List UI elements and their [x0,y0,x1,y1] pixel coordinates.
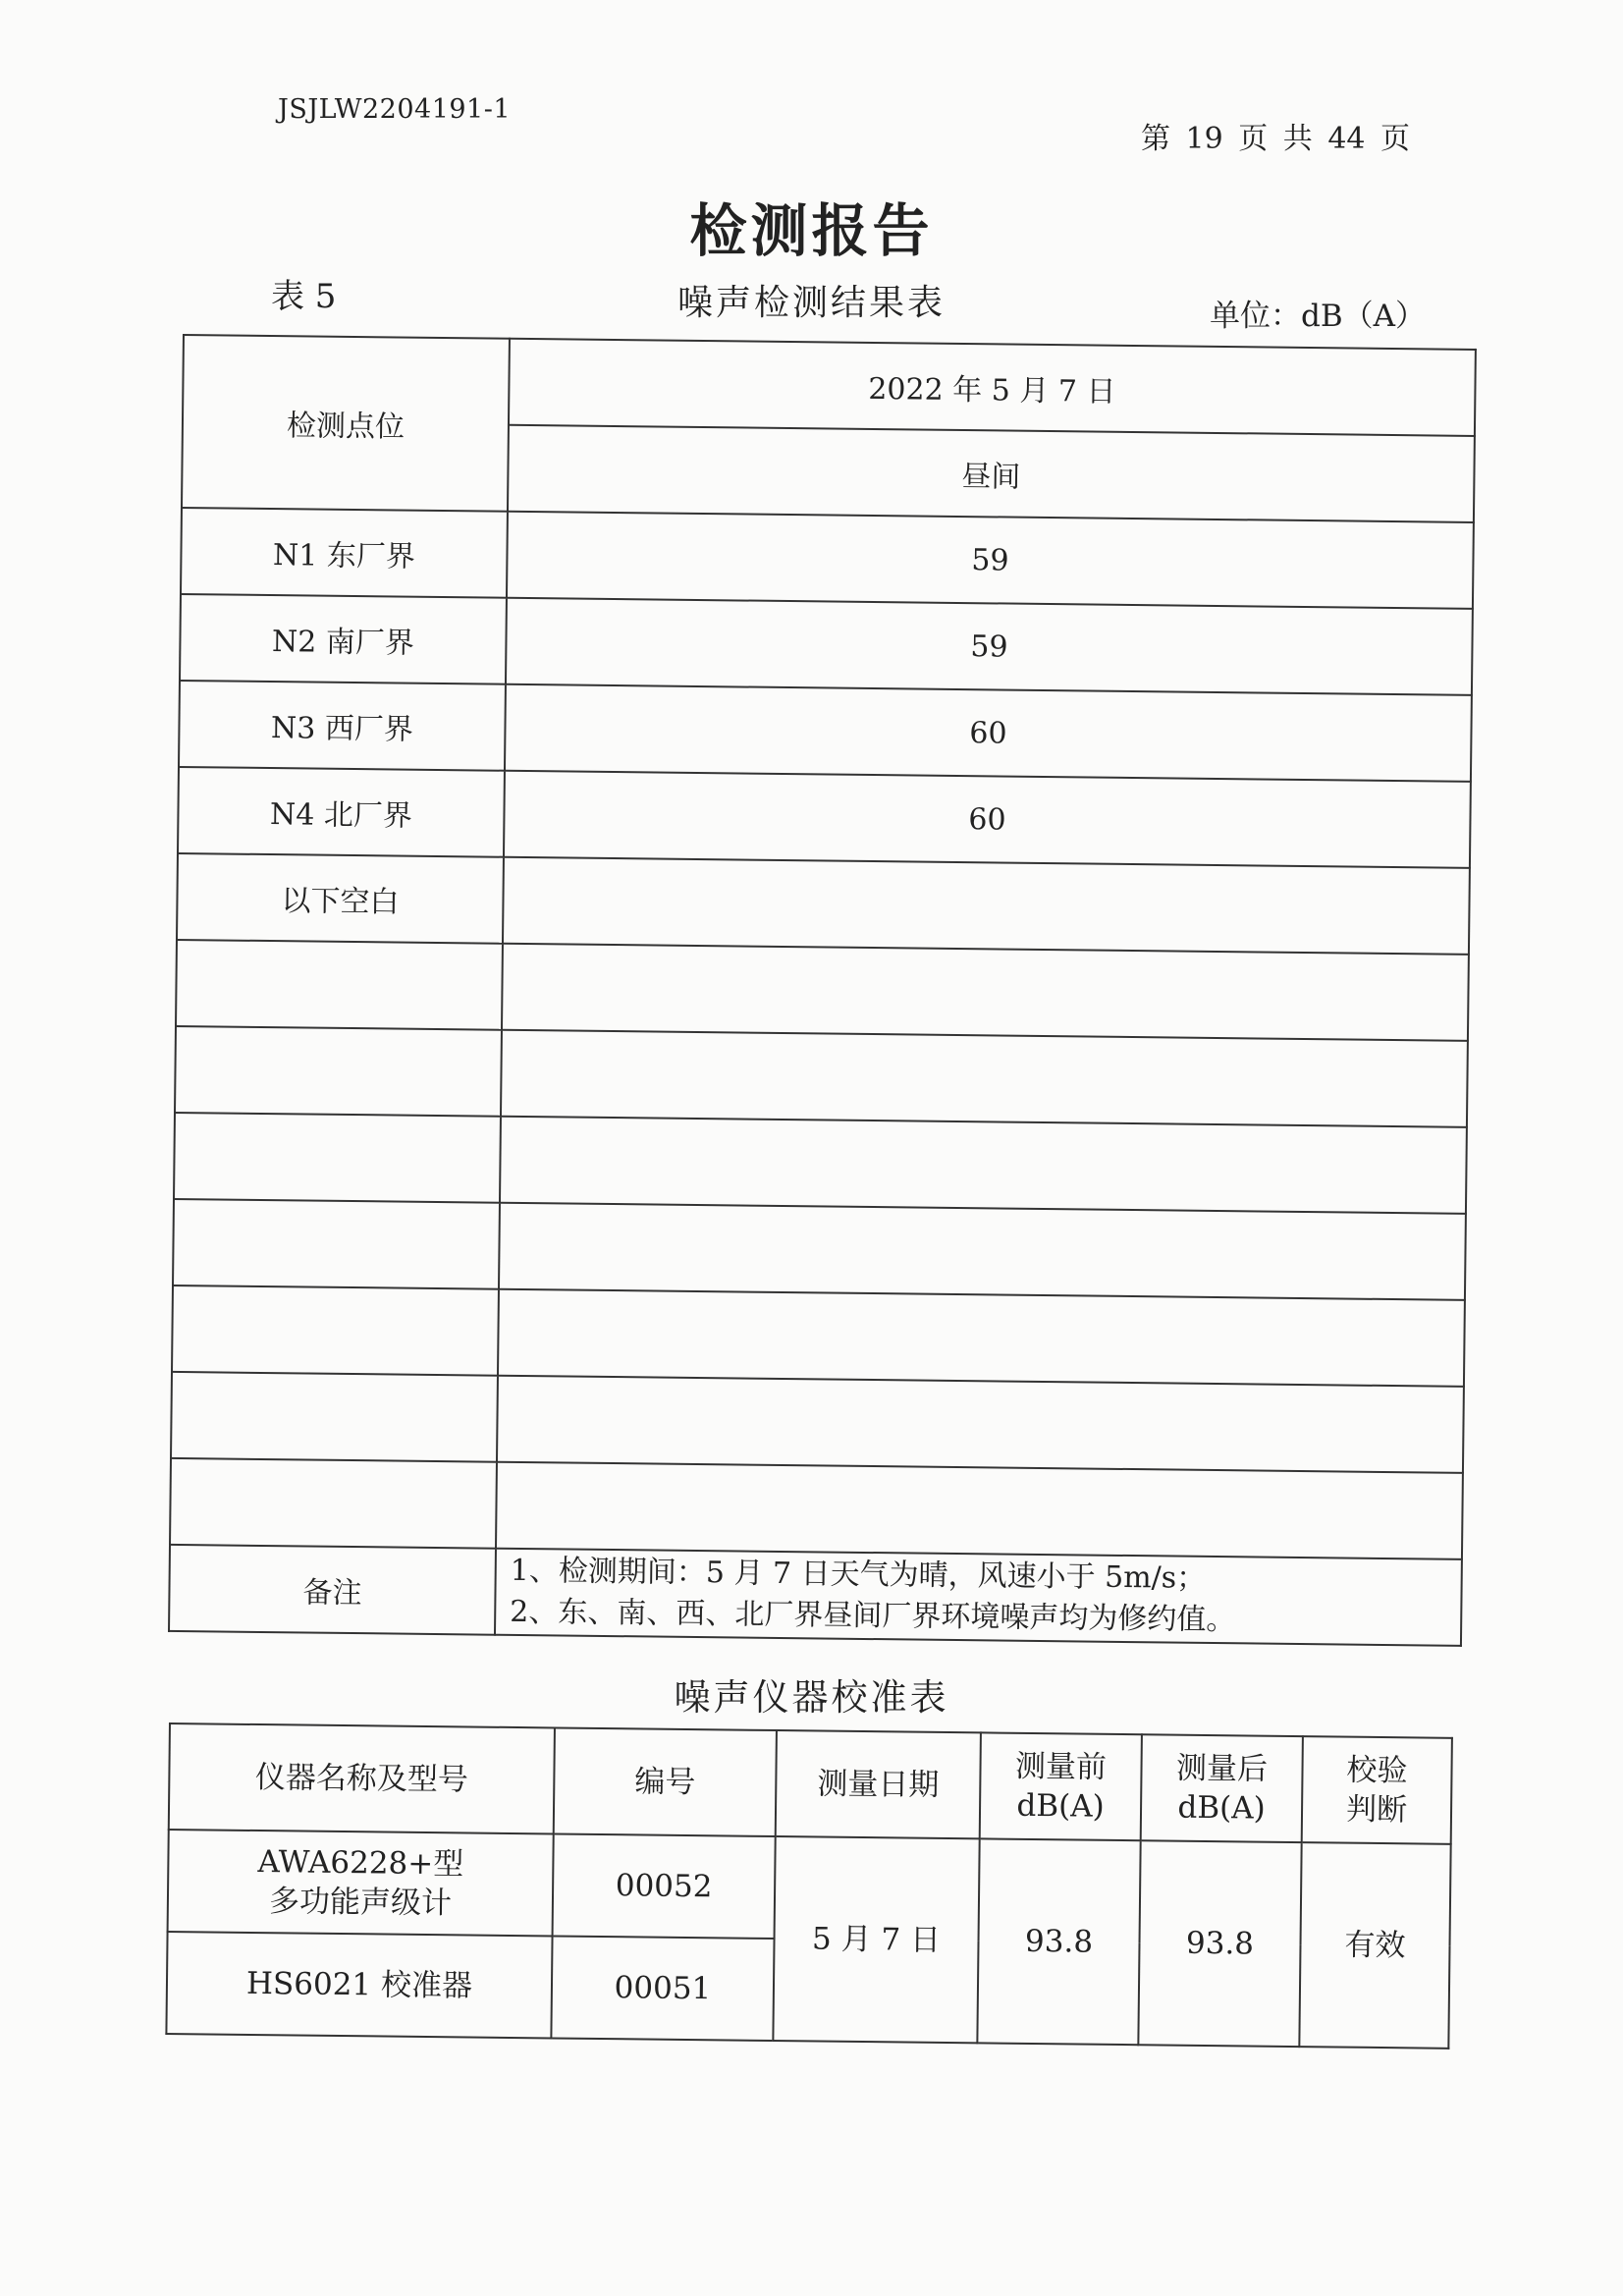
noise-table-title: 噪声检测结果表 [676,283,946,323]
date-header: 2022 年 5 月 7 日 [509,339,1476,436]
table-row [176,940,1469,1041]
table-row [171,1372,1464,1473]
value-cell [502,944,1469,1041]
point-cell: N4 北厂界 [178,767,505,857]
instrument-name-cell: HS6021 校准器 [166,1932,552,2038]
point-cell [174,1113,501,1203]
number-header: 编号 [554,1727,777,1836]
calibration-table [165,1722,1453,2050]
remark-text [495,1549,1462,1646]
table-row [168,1830,1451,1946]
verdict-header-line-1: 校验 [1346,1752,1408,1789]
instrument-number-cell: 00052 [553,1833,776,1939]
date-header: 测量日期 [776,1730,981,1838]
after-header-line-1: 测量后 [1175,1750,1269,1787]
document-title: 检测报告 [689,197,934,264]
remark-line-1: 1、检测期间：5 月 7 日天气为晴，风速小于 5m/s； [510,1553,1207,1596]
point-cell: N1 东厂界 [181,508,508,598]
table-row [178,767,1471,868]
after-header [1141,1734,1303,1842]
verdict-cell: 有效 [1299,1842,1450,2049]
verdict-header-line-2: 判断 [1345,1791,1408,1829]
page-indicator: 第 19 页 共 44 页 [1141,122,1411,156]
remark-line-2: 2、东、南、西、北厂界昼间厂界环境噪声均为修约值。 [510,1594,1236,1638]
value-cell [497,1376,1464,1473]
table-row [177,853,1470,955]
instrument-name-line-2: 多功能声级计 [268,1884,453,1922]
point-cell [171,1372,498,1462]
point-cell [172,1285,499,1376]
report-number: JSJLW2204191-1 [278,94,512,125]
table-row [181,508,1474,609]
name-header: 仪器名称及型号 [169,1723,555,1833]
point-cell: 以下空白 [177,853,504,944]
point-header: 检测点位 [182,335,510,512]
calibration-header-row [169,1723,1452,1844]
table-row [179,681,1472,782]
point-cell: N3 西厂界 [179,681,506,771]
instrument-name-cell [168,1830,554,1936]
point-cell [173,1199,500,1289]
before-header [980,1732,1142,1840]
before-header-line-2: dB(A) [1016,1787,1105,1825]
value-cell [501,1030,1468,1127]
period-header: 昼间 [508,425,1475,522]
point-cell [170,1458,497,1549]
measurement-date-cell: 5 月 7 日 [773,1836,979,2043]
table-row [174,1113,1467,1214]
unit-label: 单位：dB（A） [1210,299,1427,334]
value-cell: 60 [504,771,1471,868]
before-header-line-1: 测量前 [1014,1748,1108,1785]
value-cell [498,1289,1465,1387]
calibration-table-title: 噪声仪器校准表 [674,1676,949,1719]
after-value-cell: 93.8 [1138,1840,1301,2047]
value-cell [499,1203,1466,1300]
remark-label: 备注 [169,1545,496,1635]
verdict-header [1302,1736,1452,1844]
value-cell [500,1117,1467,1214]
table-label: 表 5 [271,277,337,316]
point-cell [175,1026,502,1117]
instrument-number-cell: 00051 [551,1936,774,2041]
table-row [175,1026,1468,1127]
point-cell [176,940,503,1030]
value-cell: 59 [506,598,1473,695]
point-cell: N2 南厂界 [180,594,507,684]
value-cell: 60 [505,684,1472,782]
remark-row [169,1545,1462,1646]
table-row [173,1199,1466,1300]
value-cell [496,1462,1463,1559]
after-header-line-2: dB(A) [1177,1789,1266,1827]
instrument-name-line-1: AWA6228+型 [257,1844,464,1883]
table-row [180,594,1473,695]
before-value-cell: 93.8 [977,1838,1140,2045]
table-row [170,1458,1463,1559]
value-cell [503,857,1470,955]
noise-results-table [168,334,1477,1647]
value-cell: 59 [507,512,1474,609]
table-row [172,1285,1465,1387]
